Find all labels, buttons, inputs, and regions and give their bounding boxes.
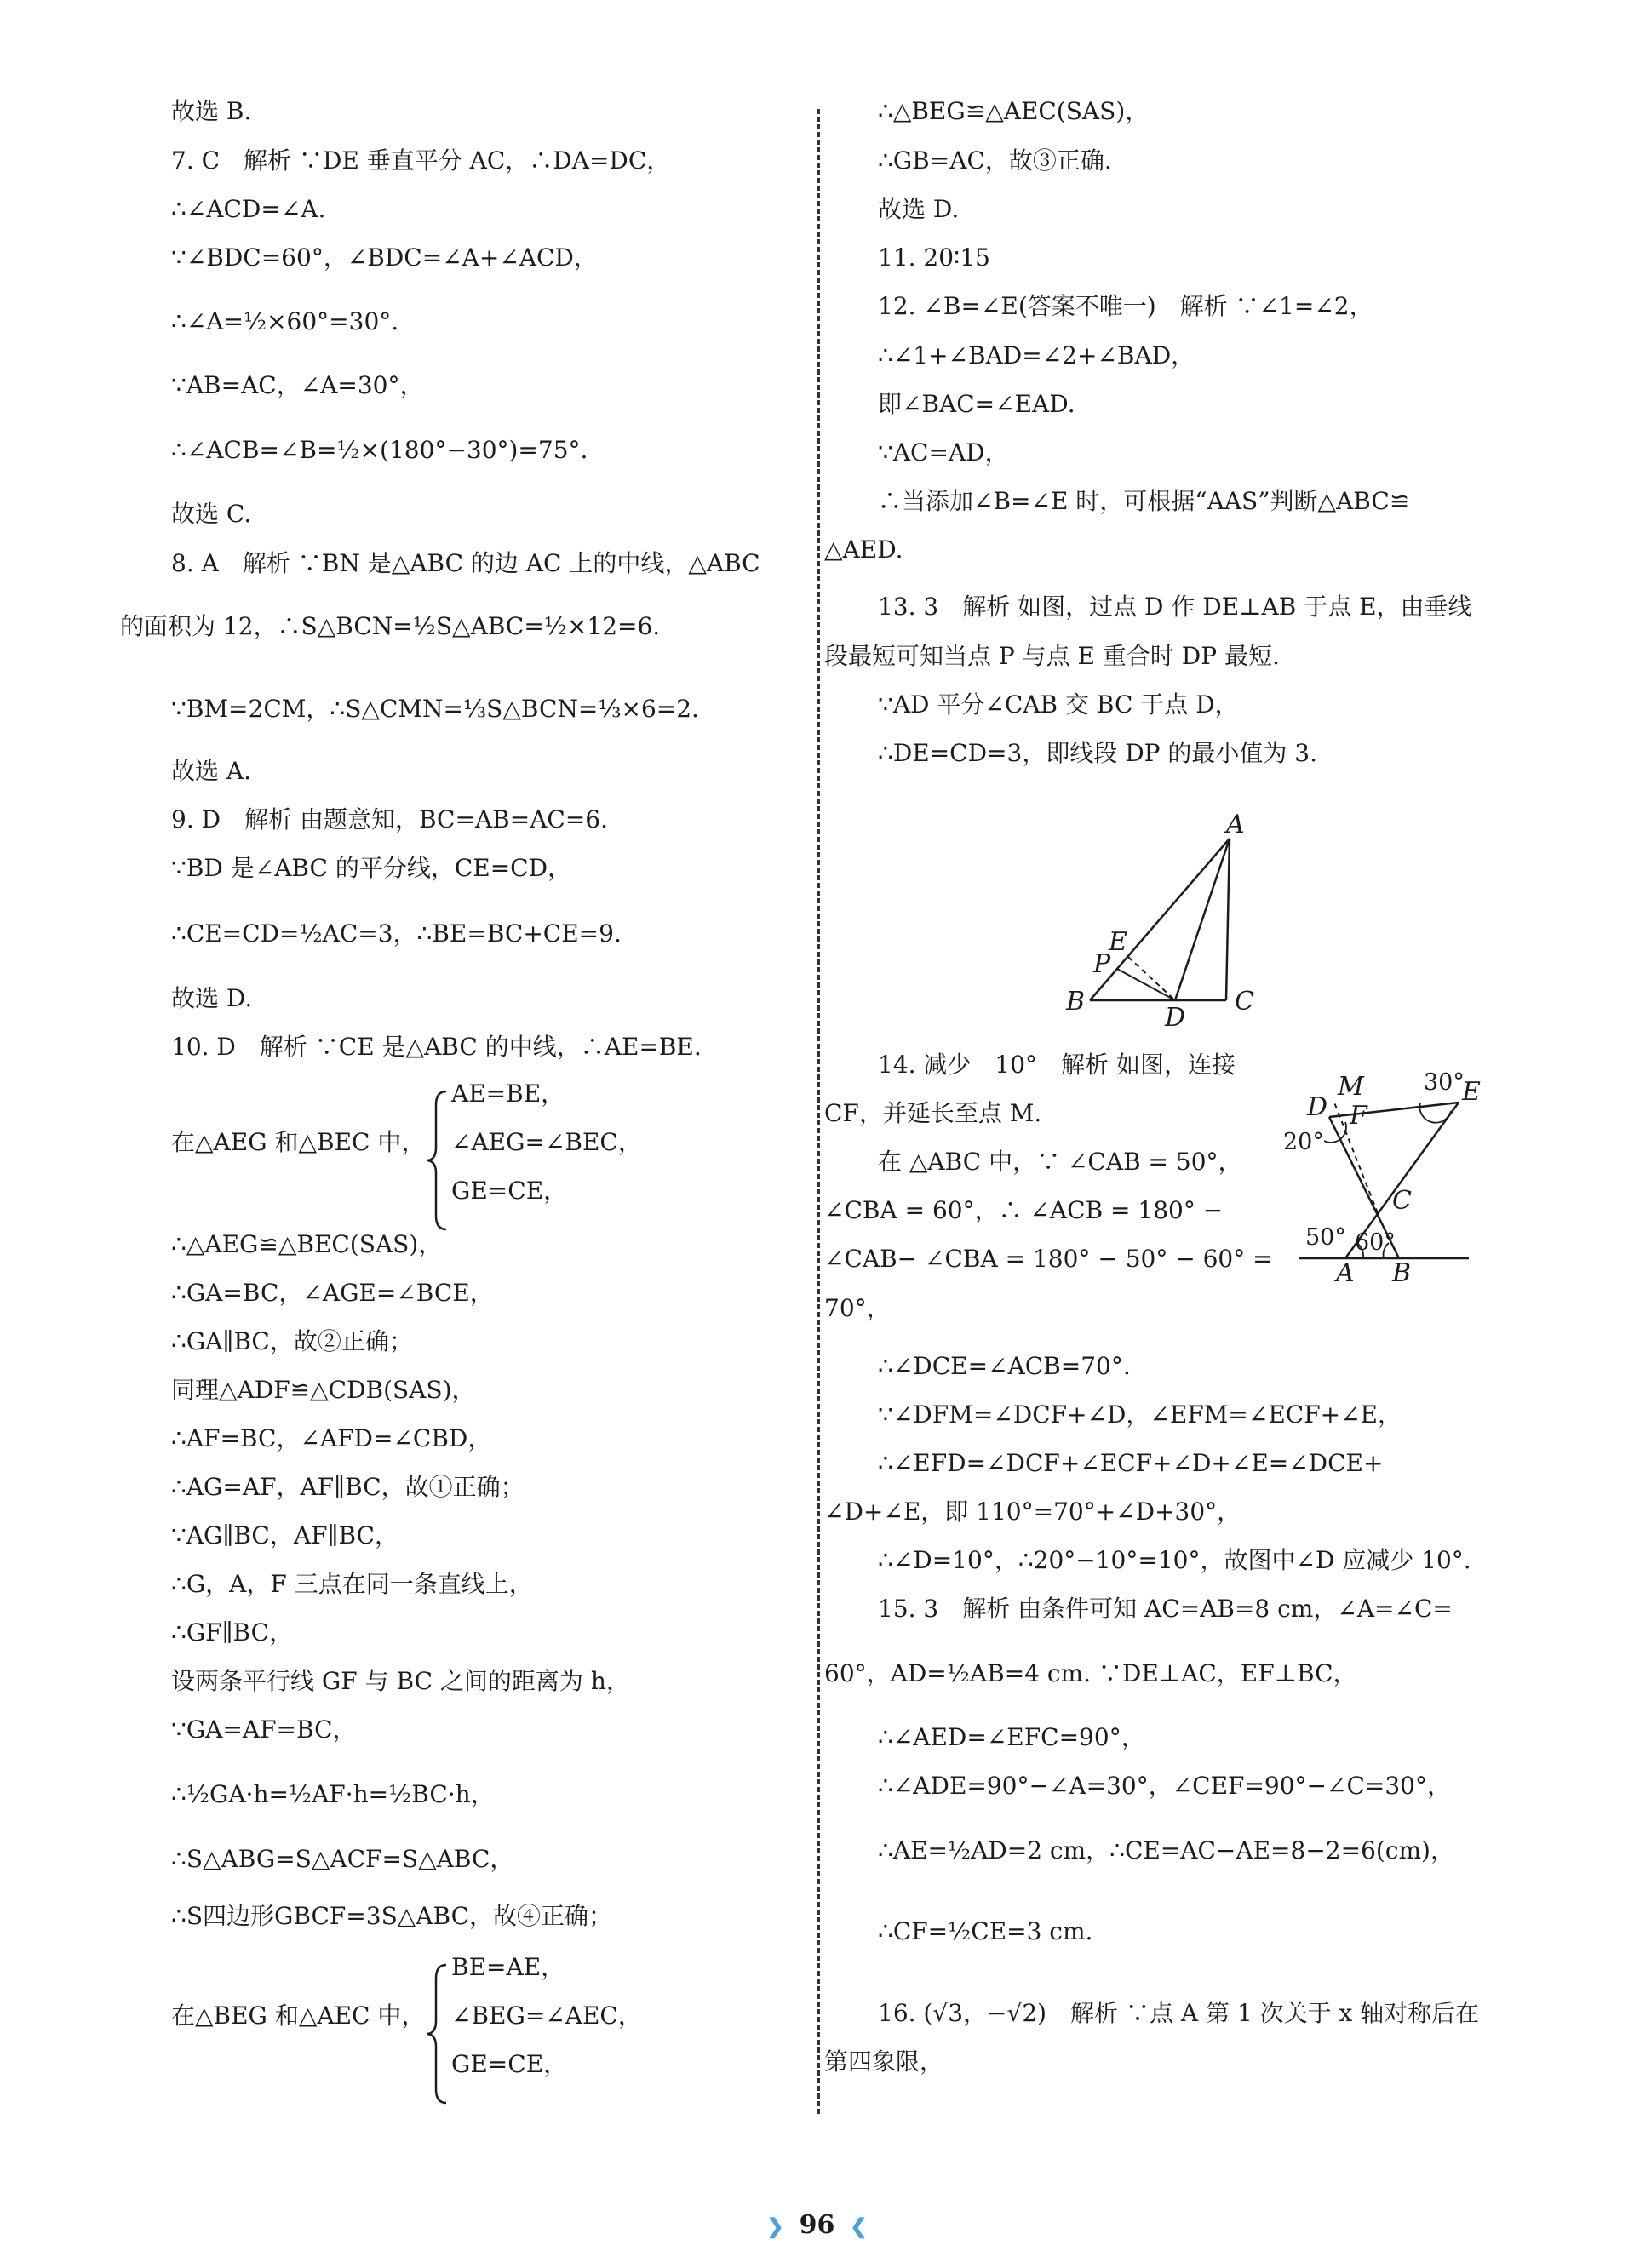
text-line: 14. 减少 10° 解析 如图，连接 (878, 1051, 1236, 1079)
text-line: 故选 D. (878, 195, 960, 223)
text-line: 故选 A. (171, 757, 252, 785)
text-line: ∴△AEG≌△BEC(SAS)， (171, 1230, 443, 1258)
label-B: B (1392, 1258, 1412, 1288)
text-line: 12. ∠B=∠E(答案不唯一) 解析 ∵∠1=∠2， (878, 292, 1373, 320)
label-C: C (1235, 987, 1254, 1017)
text-line: ∴∠EFD=∠DCF+∠ECF+∠D+∠E=∠DCE+ (878, 1449, 1384, 1477)
text-line: △AED. (824, 536, 903, 564)
text-line: ∴∠A=½×60°=30°. (171, 307, 399, 335)
text-line: ∵AD 平分∠CAB 交 BC 于点 D， (878, 690, 1239, 719)
text-line: 在△BEG 和△AEC 中， (171, 2002, 426, 2030)
text-line: ∴GA∥BC，故②正确； (171, 1327, 413, 1355)
label-E: E (1109, 927, 1127, 957)
text-line: ∴G，A，F 三点在同一条直线上， (171, 1570, 533, 1598)
text-line: 故选 C. (171, 500, 252, 528)
text-line: ∴∠D=10°，∴20°−10°=10°，故图中∠D 应减少 10°. (878, 1546, 1471, 1574)
text-line: 60°，AD=½AB=4 cm. ∵DE⊥AC，EF⊥BC， (824, 1659, 1357, 1687)
text-line: ∠D+∠E，即 110°=70°+∠D+30°， (824, 1498, 1241, 1526)
label-D: D (1307, 1092, 1328, 1122)
text-line: 在 △ABC 中，∵ ∠CAB = 50°， (878, 1148, 1242, 1176)
text-line: 设两条平行线 GF 与 BC 之间的距离为 h， (171, 1667, 630, 1695)
angle-B: 60° (1355, 1229, 1396, 1256)
text-line: ∵∠BDC=60°，∠BDC=∠A+∠ACD， (171, 243, 598, 272)
label-E: E (1462, 1077, 1481, 1107)
text-line: ∵GA=AF=BC， (171, 1715, 357, 1744)
text-line: GE=CE， (451, 2050, 568, 2078)
text-line: ∴∠DCE=∠ACB=70°. (878, 1352, 1131, 1380)
text-line: 的面积为 12，∴S△BCN=½S△ABC=½×12=6. (120, 612, 661, 640)
text-line: 8. A 解析 ∵BN 是△ABC 的边 AC 上的中线，△ABC (171, 549, 760, 577)
text-line: 9. D 解析 由题意知，BC=AB=AC=6. (171, 805, 609, 833)
text-line: ∵∠DFM=∠DCF+∠D，∠EFM=∠ECF+∠E， (878, 1400, 1402, 1429)
text-line: ∵AB=AC，∠A=30°， (171, 371, 424, 399)
label-P: P (1093, 949, 1111, 979)
text-line: ∠CBA = 60°，∴ ∠ACB = 180° − (824, 1196, 1224, 1224)
text-line: ∠CAB− ∠CBA = 180° − 50° − 60° = (824, 1245, 1273, 1273)
text-line: ∴△BEG≌△AEC(SAS)， (878, 97, 1150, 125)
text-line: ∵AG∥BC，AF∥BC， (171, 1521, 398, 1549)
text-line: ∴∠ACB=∠B=½×(180°−30°)=75°. (171, 436, 588, 464)
text-line: ∴CE=CD=½AC=3，∴BE=BC+CE=9. (171, 919, 622, 948)
label-A: A (1336, 1258, 1355, 1288)
page-arrow-left-icon: ❯ (766, 2214, 784, 2238)
text-line: 故选 D. (171, 984, 253, 1012)
text-line: ∴AE=½AD=2 cm，∴CE=AC−AE=8−2=6(cm)， (878, 1836, 1454, 1864)
text-line: BE=AE， (451, 1953, 565, 1981)
system-brace-2 (426, 1962, 451, 2106)
text-line: CF，并延长至点 M. (824, 1099, 1042, 1127)
text-line: ∴½GA·h=½AF·h=½BC·h， (171, 1780, 495, 1808)
text-line: 10. D 解析 ∵CE 是△ABC 的中线，∴AE=BE. (171, 1033, 702, 1061)
text-line: ∴∠AED=∠EFC=90°， (878, 1723, 1145, 1751)
text-line: 故选 B. (171, 97, 252, 125)
text-line: ∴CF=½CE=3 cm. (878, 1917, 1093, 1945)
label-D: D (1165, 1003, 1186, 1030)
text-line: ∠AEG=∠BEC， (451, 1128, 642, 1156)
text-line: 段最短可知当点 P 与点 E 重合时 DP 最短. (824, 642, 1280, 670)
text-line: 第四象限， (824, 2048, 944, 2076)
text-line: ∴S四边形GBCF=3S△ABC，故④正确； (171, 1902, 613, 1930)
text-line: 7. C 解析 ∵DE 垂直平分 AC，∴DA=DC， (171, 146, 671, 175)
text-line: ∵AC=AD， (878, 438, 1009, 467)
text-line: 在△AEG 和△BEC 中， (171, 1128, 426, 1156)
text-line: 同理△ADF≌△CDB(SAS)， (171, 1376, 476, 1404)
page-arrow-right-icon: ❮ (850, 2214, 868, 2238)
text-line: ∴AF=BC，∠AFD=∠CBD， (171, 1424, 492, 1452)
text-line: AE=BE， (451, 1080, 565, 1108)
page-number: 96 (799, 2210, 835, 2240)
text-line: ∴DE=CD=3，即线段 DP 的最小值为 3. (878, 739, 1318, 767)
label-M: M (1338, 1072, 1364, 1102)
label-F: F (1350, 1101, 1367, 1131)
text-line: ∵BD 是∠ABC 的平分线，CE=CD， (171, 854, 572, 882)
text-line: 即∠BAC=∠EAD. (878, 390, 1075, 418)
text-line: ∴GF∥BC， (171, 1618, 294, 1647)
figure-problem-13 (1056, 809, 1303, 1030)
text-line: ∴∠ACD=∠A. (171, 195, 326, 223)
angle-D: 20° (1283, 1129, 1324, 1155)
page-number-block (0, 2210, 1634, 2240)
text-line: ∴∠ADE=90°−∠A=30°，∠CEF=90°−∠C=30°， (878, 1772, 1451, 1800)
label-B: B (1066, 987, 1086, 1017)
text-line: ∴S△ABG=S△ACF=S△ABC， (171, 1845, 514, 1873)
text-line: 15. 3 解析 由条件可知 AC=AB=8 cm，∠A=∠C= (878, 1595, 1453, 1623)
figure-problem-14 (1281, 1064, 1520, 1294)
system-brace-1 (426, 1088, 451, 1233)
text-line: 16. (√3，−√2) 解析 ∵点 A 第 1 次关于 x 轴对称后在 (878, 1999, 1480, 2027)
text-line: ∵BM=2CM，∴S△CMN=⅓S△BCN=⅓×6=2. (171, 695, 699, 723)
text-line: GE=CE， (451, 1177, 568, 1205)
text-line: ∴GA=BC，∠AGE=∠BCE， (171, 1279, 494, 1307)
text-line: ∴AG=AF，AF∥BC，故①正确； (171, 1473, 525, 1501)
label-C: C (1392, 1186, 1412, 1216)
angle-A: 50° (1305, 1224, 1346, 1251)
text-line: 11. 20∶15 (878, 243, 990, 272)
text-line: 70°， (824, 1294, 891, 1322)
text-line: ∠BEG=∠AEC， (451, 2002, 642, 2030)
angle-E: 30° (1424, 1069, 1465, 1096)
text-line: ∴∠1+∠BAD=∠2+∠BAD， (878, 341, 1195, 369)
text-line: 13. 3 解析 如图，过点 D 作 DE⊥AB 于点 E，由垂线 (878, 593, 1472, 621)
label-A: A (1226, 810, 1245, 839)
column-divider (817, 109, 820, 2114)
text-line: ∴当添加∠B=∠E 时，可根据“AAS”判断△ABC≌ (878, 487, 1410, 515)
text-line: ∴GB=AC，故③正确. (878, 146, 1112, 175)
